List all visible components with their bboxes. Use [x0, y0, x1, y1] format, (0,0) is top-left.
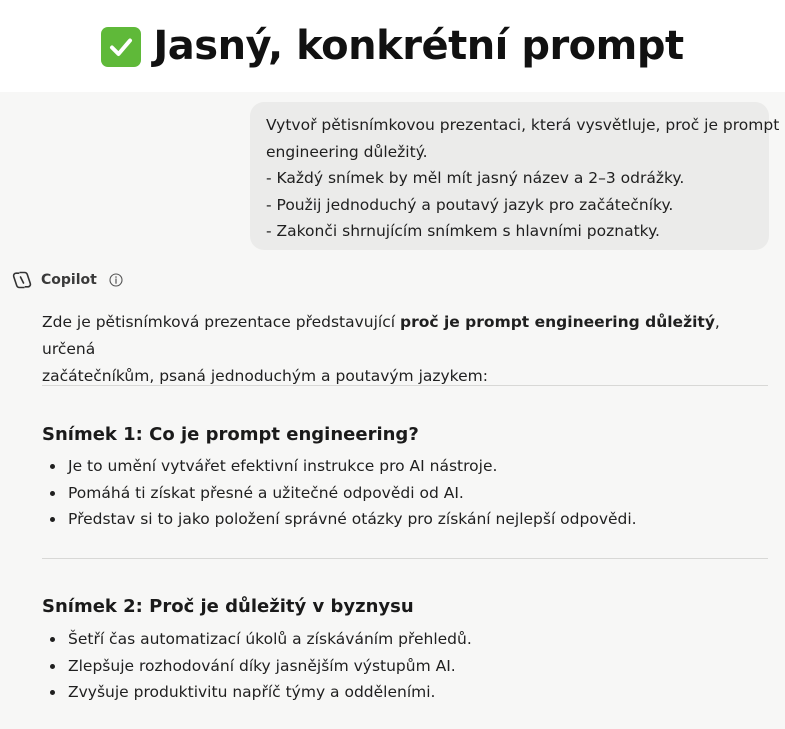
- user-message-line: engineering důležitý.: [266, 142, 428, 161]
- user-message-line: Vytvoř pětisnímkovou prezentaci, která vysvětluje, proč je prompt: [266, 116, 780, 134]
- bullet-text: Pomáhá ti získat přesné a užitečné odpovědi od AI.: [68, 483, 464, 502]
- list-item: [48, 480, 637, 507]
- slide-title: Snímek 2: Proč je důležitý v byznysu: [42, 596, 414, 617]
- bullet-text: Šetří čas automatizací úkolů a získáváním přehledů.: [68, 630, 472, 648]
- intro-text: , určená: [42, 313, 720, 358]
- list-item: [48, 653, 472, 680]
- header-banner: [0, 0, 785, 92]
- user-message-line: - Použij jednoduchý a poutavý jazyk pro začátečníky.: [266, 195, 674, 214]
- bullet-text: Představ si to jako položení správné otázky pro získání nejlepší odpovědi.: [68, 510, 637, 528]
- list-item: [48, 626, 472, 653]
- bullet-text: Zlepšuje rozhodování díky jasnějším výstupům AI.: [68, 656, 456, 675]
- list-item: [48, 453, 637, 480]
- bullet-icon: [50, 464, 55, 469]
- assistant-intro: [42, 309, 742, 390]
- divider: [42, 385, 768, 386]
- page-title: Jasný, konkrétní prompt: [153, 23, 684, 69]
- intro-bold-text: proč je prompt engineering důležitý: [399, 313, 715, 331]
- intro-text: Zde je pětisnímková prezentace představující: [42, 313, 400, 331]
- divider: [42, 558, 768, 559]
- assistant-header: [11, 269, 123, 291]
- bullet-text: Je to umění vytvářet efektivní instrukce pro AI nástroje.: [68, 457, 498, 475]
- check-mark-button-icon: [101, 27, 141, 67]
- slide-bullet-list: [48, 626, 472, 706]
- bullet-icon: [50, 491, 55, 496]
- list-item: [48, 506, 637, 533]
- bullet-icon: [50, 690, 55, 695]
- bullet-icon: [50, 637, 55, 642]
- user-message-line: - Každý snímek by měl mít jasný název a 2–3 odrážky.: [266, 169, 685, 187]
- bullet-text: Zvyšuje produktivitu napříč týmy a odděleními.: [68, 683, 436, 701]
- assistant-name: Copilot: [41, 272, 97, 288]
- bullet-icon: [50, 517, 55, 522]
- intro-text: začátečníkům, psaná jednoduchým a poutavým jazykem:: [42, 367, 488, 385]
- list-item: [48, 679, 472, 706]
- bullet-icon: [50, 664, 55, 669]
- slide-bullet-list: [48, 453, 637, 533]
- copilot-logo-icon: [11, 269, 33, 291]
- user-message-line: - Zakonči shrnujícím snímkem s hlavními poznatky.: [266, 222, 660, 240]
- user-message-bubble: [250, 102, 780, 250]
- slide-title: Snímek 1: Co je prompt engineering?: [42, 424, 419, 445]
- info-icon[interactable]: [109, 273, 123, 287]
